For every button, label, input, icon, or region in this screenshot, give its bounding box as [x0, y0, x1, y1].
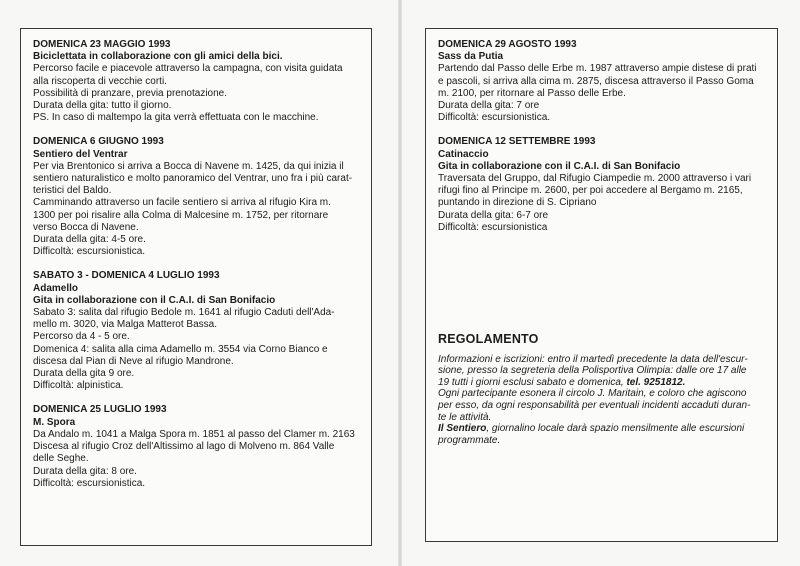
regolamento-section	[438, 334, 769, 446]
description-line: puntando in direzione di S. Cipriano	[438, 197, 597, 209]
event-date: DOMENICA 6 GIUGNO 1993	[33, 136, 164, 148]
event-title: Sass da Putia	[438, 51, 504, 63]
description-line: Possibilità di pranzare, previa prenotazione.	[33, 87, 227, 99]
description-line: Domenica 4: salita alla cima Adamello m. 3554 via Corno Bianco e	[33, 343, 328, 355]
description-line: e pascoli, si arriva alla cima m. 2875, discesa attraverso il Passo Goma	[438, 75, 754, 87]
event-date: DOMENICA 25 LUGLIO 1993	[33, 404, 167, 416]
description-line: Durata della gita: 6-7 ore	[438, 209, 549, 221]
description-line: Durata della gita: tutto il giorno.	[33, 100, 172, 112]
left-events	[33, 39, 363, 502]
event-date: DOMENICA 12 SETTEMBRE 1993	[438, 136, 596, 148]
event-description	[33, 63, 363, 112]
event-description	[438, 63, 769, 124]
description-line: Durata della gita: 8 ore.	[33, 465, 137, 477]
event-entry	[438, 136, 769, 234]
description-line: Difficoltà: escursionistica.	[33, 246, 146, 258]
description-line: sentiero naturalistico e molto panoramico del Ventrar, uno fra i più carat-	[33, 173, 353, 185]
description-line: Durata della gita 9 ore.	[33, 368, 135, 380]
event-entry	[33, 136, 363, 258]
description-line: Per via Brentonico si arriva a Bocca di Navene m. 1425, da qui inizia il	[33, 160, 344, 172]
description-line: mello m. 3020, via Malga Matterot Bassa.	[33, 319, 217, 331]
event-entry	[33, 404, 363, 489]
left-panel	[20, 28, 372, 546]
description-line: Durata della gita: 7 ore	[438, 100, 540, 112]
phone-number: tel. 9251812.	[626, 376, 686, 388]
description-line: Difficoltà: escursionistica	[438, 221, 548, 233]
event-postscript: PS. In caso di maltempo la gita verrà effettuata con le macchine.	[33, 112, 319, 124]
event-description	[438, 173, 769, 234]
event-title: Biciclettata in collaborazione con gli amici della bici.	[33, 51, 283, 63]
description-line: rifugi fino al Principe m. 2600, per poi accedere al Bergamo m. 2165,	[438, 185, 743, 197]
description-line: Difficoltà: escursionistica.	[438, 112, 551, 124]
description-line: discesa dal Pian di Neve al rifugio Mandrone.	[33, 355, 234, 367]
description-line: 1300 per poi risalire alla Colma di Malcesine m. 1752, per ritornare	[33, 209, 329, 221]
description-line: Partendo dal Passo delle Erbe m. 1987 attraverso ampie distese di prati	[438, 63, 757, 75]
description-line: Percorso facile e piacevole attraverso la campagna, con visita guidata	[33, 63, 343, 75]
event-entry	[33, 39, 363, 124]
event-date: DOMENICA 29 AGOSTO 1993	[438, 39, 577, 50]
description-line: Percorso da 4 - 5 ore.	[33, 331, 130, 343]
description-line: teristici del Baldo.	[33, 185, 112, 197]
event-entry	[33, 270, 363, 392]
description-line: delle Seghe.	[33, 453, 89, 465]
description-line: Discesa al rifugio Croz dell'Altissimo al lago di Molveno m. 864 Valle	[33, 441, 335, 453]
description-line: Durata della gita: 4-5 ore.	[33, 234, 146, 246]
event-date: SABATO 3 - DOMENICA 4 LUGLIO 1993	[33, 270, 220, 282]
description-line: Sabato 3: salita dal rifugio Bedole m. 1641 al rifugio Caduti dell'Ada-	[33, 307, 335, 319]
regolamento-paragraph-newsletter: Il Sentiero, giornalino locale darà spazio mensilmente alle escursioni programmate.	[438, 423, 745, 446]
event-title: Gita in collaborazione con il C.A.I. di San Bonifacio	[438, 160, 681, 172]
event-entry	[438, 39, 769, 124]
description-line: Traversata del Gruppo, dal Rifugio Ciampedie m. 2000 attraverso i vari	[438, 173, 752, 185]
right-events	[438, 39, 769, 246]
event-description	[33, 161, 363, 259]
description-line: Difficoltà: alpinistica.	[33, 380, 124, 392]
event-description	[33, 307, 363, 392]
description-line: alla riscoperta di vecchie corti.	[33, 75, 167, 87]
description-line: m. 2100, per ritornare al Passo delle Erbe.	[438, 87, 626, 99]
description-line: Da Andalo m. 1041 a Malga Spora m. 1851 al passo del Clamer m. 2163	[33, 428, 355, 440]
event-title: Sentiero del Ventrar	[33, 148, 128, 160]
regolamento-paragraph-liability: Ogni partecipante esonera il circolo J. Maritain, e coloro che agiscono per esso, da ogni responsabilità per eventuali incidenti accaduti duran- te le attività.	[438, 388, 751, 423]
event-description	[33, 429, 363, 490]
newsletter-name: Il Sentiero	[438, 423, 487, 435]
regolamento-paragraph-info: Informazioni e iscrizioni: entro il martedì precedente la data dell'escur- sione, presso la segreteria della Polisportiva Olimpia: dalle ore 17 alle 19 tutti i giorni esclusi sabato e domenica, tel. 9251812.	[438, 353, 748, 388]
page-fold	[398, 0, 402, 566]
right-panel	[425, 28, 778, 542]
description-line: Difficoltà: escursionistica.	[33, 477, 146, 489]
description-line: verso Bocca di Navene.	[33, 221, 139, 233]
event-title: Adamello	[33, 282, 79, 294]
regolamento-heading: REGOLAMENTO	[438, 332, 539, 346]
event-date: DOMENICA 23 MAGGIO 1993	[33, 39, 171, 50]
event-title: Catinaccio	[438, 148, 489, 160]
event-title: Gita in collaborazione con il C.A.I. di San Bonifacio	[33, 294, 276, 306]
description-line: Camminando attraverso un facile sentiero si arriva al rifugio Kira m.	[33, 197, 331, 209]
event-title: M. Spora	[33, 416, 76, 428]
